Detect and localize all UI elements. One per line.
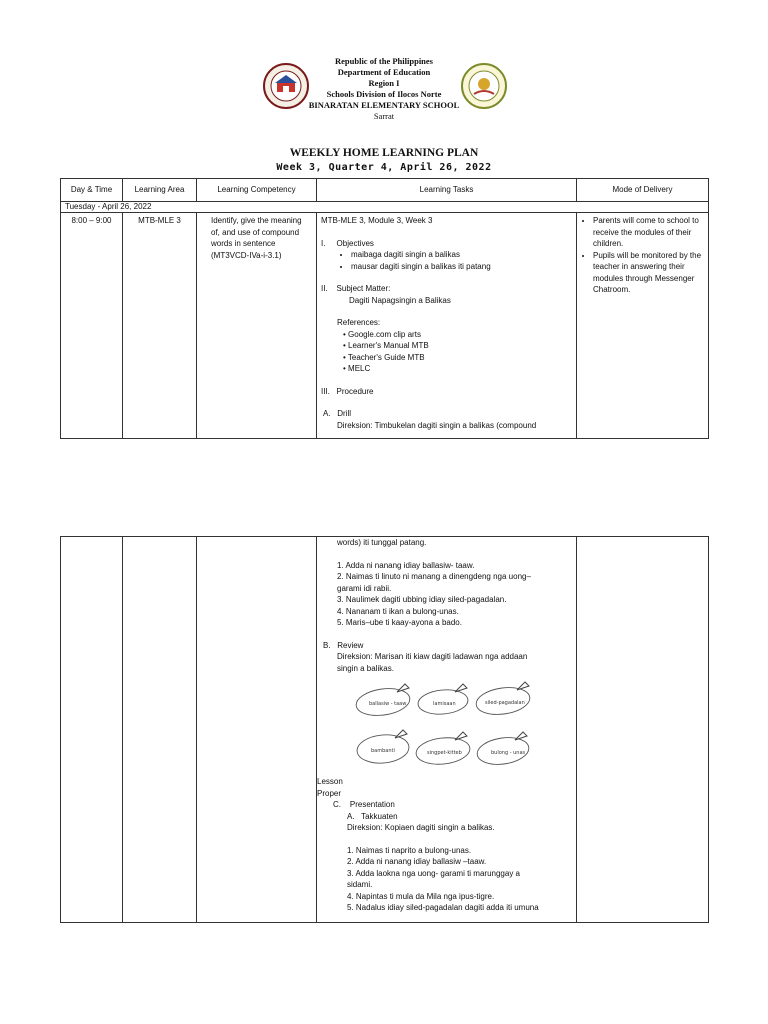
day-row — [61, 202, 709, 213]
column-header-mode-of-delivery: Mode of Delivery — [577, 179, 709, 202]
references-heading: References: — [337, 318, 381, 327]
delivery-cell — [577, 213, 709, 439]
drill-item: 1. Adda ni nanang idiay ballasiw- taaw. — [337, 560, 475, 570]
mango-label: singpet-kitteb — [427, 750, 462, 756]
objective-item: • mausar dagiti singin a balikas iti patang — [351, 261, 572, 273]
area-cell: MTB-MLE 3 — [123, 213, 197, 439]
learning-plan-table-page-2 — [60, 536, 709, 923]
letterhead — [0, 56, 768, 122]
column-header-learning-area: Learning Area — [123, 179, 197, 202]
subject-matter-heading: II. Subject Matter: — [321, 284, 391, 293]
column-header-day-time: Day & Time — [61, 179, 123, 202]
mango-label: bambanti — [371, 748, 395, 754]
drill-item: 5. Maris–ube ti kaay-ayona a bado. — [337, 618, 462, 627]
letterhead-line-2: Department of Education — [337, 67, 431, 77]
letterhead-line-3: Region I — [368, 78, 400, 88]
reference-item: • Learner's Manual MTB — [343, 341, 429, 350]
day-label: Tuesday - April 26, 2022 — [61, 202, 709, 213]
mango-label: siled-pagadalan — [485, 700, 525, 706]
objective-item: • maibaga dagiti singin a balikas — [351, 249, 572, 261]
table-header-row — [61, 179, 709, 202]
delivery-cell-continued — [577, 537, 709, 923]
delivery-item: • Pupils will be monitored by the teacher in answering their modules through Messenger Chatroom. — [593, 250, 704, 296]
table-row — [61, 213, 709, 439]
column-header-learning-tasks: Learning Tasks — [317, 179, 577, 202]
document-subtitle: Week 3, Quarter 4, April 26, 2022 — [276, 162, 492, 173]
reference-item: • MELC — [343, 364, 371, 373]
review-directions: Direksion: Marisan iti kiaw dagiti ladawan nga addaan — [337, 652, 528, 661]
learning-plan-table-page-1 — [60, 178, 709, 439]
takkuaten-directions: Direksion: Kopiaen dagiti singin a balikas. — [347, 823, 495, 832]
letterhead-line-4: Schools Division of Ilocos Norte — [326, 89, 442, 99]
mango-label: lamisaan — [433, 701, 456, 707]
time-cell: 8:00 – 9:00 — [61, 213, 123, 439]
subject-matter-text: Dagiti Napagsingin a Balikas — [349, 295, 451, 305]
competency-cell: Identify, give the meaning of, and use of compound words in sentence (MT3VCD-IVa-i-3.1) — [197, 213, 317, 439]
takkuaten-heading: A. Takkuaten — [347, 811, 398, 821]
school-name: BINARATAN ELEMENTARY SCHOOL — [308, 100, 460, 110]
drill-item: 2. Naimas ti linuto ni manang a dinengdeng nga uong– — [337, 572, 531, 581]
table-row — [61, 537, 709, 923]
mango-label: bulong - unas — [491, 750, 526, 756]
document-title: WEEKLY HOME LEARNING PLAN — [289, 147, 479, 159]
tasks-cell — [317, 213, 577, 439]
competency-cell-continued — [197, 537, 317, 923]
reference-item: • Google.com clip arts — [343, 329, 421, 339]
drill-directions: Direksion: Timbukelan dagiti singin a balikas (compound — [337, 420, 537, 430]
tasks-cell-continued — [317, 537, 577, 923]
letterhead-line-1: Republic of the Philippines — [334, 56, 433, 66]
module-title: MTB-MLE 3, Module 3, Week 3 — [321, 216, 433, 225]
review-heading: B. Review — [323, 640, 364, 650]
presentation-item: 5. Nadalus idiay siled-pagadalan dagiti adda iti umuna — [347, 903, 539, 912]
drill-item-continued: garami idi rabii. — [337, 583, 392, 593]
procedure-heading: III. Procedure — [321, 386, 374, 396]
time-cell-continued — [61, 537, 123, 923]
reference-item: • Teacher's Guide MTB — [343, 352, 425, 362]
lesson-proper-label-line-2: Proper — [317, 788, 342, 798]
area-cell-continued — [123, 537, 197, 923]
drill-heading: A. Drill — [323, 409, 351, 418]
presentation-item-continued: sidami. — [347, 880, 373, 889]
column-header-learning-competency: Learning Competency — [197, 179, 317, 202]
drill-item: 4. Nananam ti ikan a bulong-unas. — [337, 606, 459, 616]
drill-directions-continued: words) iti tunggal patang. — [337, 538, 427, 547]
objectives-heading: I. Objectives — [321, 238, 374, 248]
mango-label: ballasiw - taaw — [369, 701, 407, 707]
presentation-item: 4. Napintas ti mula da Mila nga ipus-tigre. — [347, 891, 495, 901]
presentation-heading: C. Presentation — [333, 800, 395, 809]
review-directions-continued: singin a balikas. — [337, 663, 394, 673]
drill-item: 3. Naulimek dagiti ubbing idiay siled-pagadalan. — [337, 595, 507, 604]
presentation-item: 1. Naimas ti naprito a bulong-unas. — [347, 845, 472, 855]
presentation-item: 3. Adda laokna nga uong- garami ti marunggay a — [347, 868, 521, 878]
lesson-proper-label-line-1: Lesson — [317, 777, 343, 786]
presentation-item: 2. Adda ni nanang idiay ballasiw –taaw. — [347, 857, 487, 866]
mango-picture — [355, 678, 572, 776]
school-town: Sarrat — [373, 111, 395, 121]
delivery-item: • Parents will come to school to receive the modules of their children. — [593, 215, 704, 250]
